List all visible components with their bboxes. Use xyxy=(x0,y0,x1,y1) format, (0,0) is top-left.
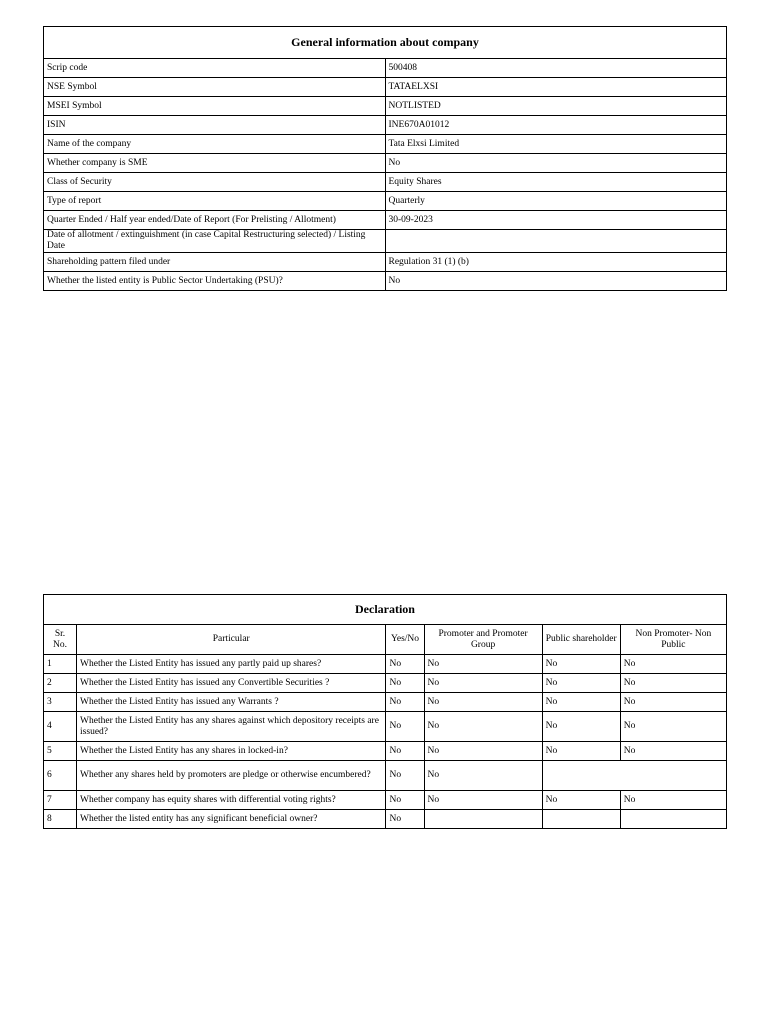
promoter-cell: No xyxy=(424,712,542,742)
info-row-psu xyxy=(44,272,727,291)
non-promoter-cell: No xyxy=(620,655,726,674)
promoter-cell: No xyxy=(424,674,542,693)
yes-no-cell: No xyxy=(386,712,424,742)
non-promoter-cell xyxy=(620,810,726,829)
sr-no-cell: 5 xyxy=(44,742,77,761)
info-label: Type of report xyxy=(44,192,386,211)
header-sr-no: Sr. No. xyxy=(44,625,77,655)
yes-no-cell: No xyxy=(386,655,424,674)
declaration-header-row xyxy=(44,625,727,655)
info-row-scrip-code xyxy=(44,59,727,78)
table-row xyxy=(44,712,727,742)
info-label: MSEI Symbol xyxy=(44,97,386,116)
public-cell: No xyxy=(542,693,620,712)
promoter-cell: No xyxy=(424,693,542,712)
public-cell: No xyxy=(542,674,620,693)
table-row xyxy=(44,761,727,791)
info-row-nse-symbol xyxy=(44,78,727,97)
info-row-msei-symbol xyxy=(44,97,727,116)
info-label: Whether the listed entity is Public Sector Undertaking (PSU)? xyxy=(44,272,386,291)
particular-cell: Whether the listed entity has any significant beneficial owner? xyxy=(77,810,386,829)
yes-no-cell: No xyxy=(386,742,424,761)
header-yes-no: Yes/No xyxy=(386,625,424,655)
yes-no-cell: No xyxy=(386,791,424,810)
particular-cell: Whether the Listed Entity has issued any partly paid up shares? xyxy=(77,655,386,674)
particular-cell: Whether the Listed Entity has any shares in locked-in? xyxy=(77,742,386,761)
table-row xyxy=(44,791,727,810)
info-label: NSE Symbol xyxy=(44,78,386,97)
non-promoter-cell: No xyxy=(620,791,726,810)
non-promoter-cell: No xyxy=(620,674,726,693)
info-value: INE670A01012 xyxy=(385,116,727,135)
particular-cell: Whether any shares held by promoters are pledge or otherwise encumbered? xyxy=(77,761,386,791)
table-row xyxy=(44,674,727,693)
yes-no-cell: No xyxy=(386,761,424,791)
non-promoter-cell: No xyxy=(620,742,726,761)
info-row-shareholding-pattern xyxy=(44,253,727,272)
general-info-table xyxy=(43,26,727,291)
sr-no-cell: 4 xyxy=(44,712,77,742)
info-value: TATAELXSI xyxy=(385,78,727,97)
declaration-title: Declaration xyxy=(44,595,727,625)
info-row-sme xyxy=(44,154,727,173)
info-label: Whether company is SME xyxy=(44,154,386,173)
info-value: Regulation 31 (1) (b) xyxy=(385,253,727,272)
header-non-promoter-non-public: Non Promoter- Non Public xyxy=(620,625,726,655)
promoter-cell: No xyxy=(424,742,542,761)
info-value: Quarterly xyxy=(385,192,727,211)
info-value: 30-09-2023 xyxy=(385,211,727,230)
non-promoter-cell: No xyxy=(620,693,726,712)
sr-no-cell: 7 xyxy=(44,791,77,810)
sr-no-cell: 6 xyxy=(44,761,77,791)
info-row-quarter-ended xyxy=(44,211,727,230)
declaration-table xyxy=(43,594,727,829)
info-label: Quarter Ended / Half year ended/Date of Report (For Prelisting / Allotment) xyxy=(44,211,386,230)
yes-no-cell: No xyxy=(386,693,424,712)
info-value: Tata Elxsi Limited xyxy=(385,135,727,154)
header-promoter-group: Promoter and Promoter Group xyxy=(424,625,542,655)
sr-no-cell: 2 xyxy=(44,674,77,693)
info-label: Name of the company xyxy=(44,135,386,154)
header-particular: Particular xyxy=(77,625,386,655)
table-row xyxy=(44,810,727,829)
particular-cell: Whether the Listed Entity has issued any Warrants ? xyxy=(77,693,386,712)
promoter-cell xyxy=(424,810,542,829)
info-row-isin xyxy=(44,116,727,135)
yes-no-cell: No xyxy=(386,810,424,829)
info-label: Shareholding pattern filed under xyxy=(44,253,386,272)
info-value: No xyxy=(385,272,727,291)
info-value: No xyxy=(385,154,727,173)
info-row-allotment-date xyxy=(44,230,727,253)
public-cell: No xyxy=(542,712,620,742)
sr-no-cell: 8 xyxy=(44,810,77,829)
info-label: Class of Security xyxy=(44,173,386,192)
particular-cell: Whether the Listed Entity has any shares against which depository receipts are issued? xyxy=(77,712,386,742)
particular-cell: Whether company has equity shares with differential voting rights? xyxy=(77,791,386,810)
public-cell: No xyxy=(542,791,620,810)
promoter-cell: No xyxy=(424,791,542,810)
info-row-report-type xyxy=(44,192,727,211)
general-info-title: General information about company xyxy=(44,27,727,59)
info-row-company-name xyxy=(44,135,727,154)
non-promoter-cell: No xyxy=(620,712,726,742)
info-value: NOTLISTED xyxy=(385,97,727,116)
sr-no-cell: 1 xyxy=(44,655,77,674)
info-label: ISIN xyxy=(44,116,386,135)
public-cell: No xyxy=(542,655,620,674)
promoter-cell: No xyxy=(424,655,542,674)
public-cell: No xyxy=(542,742,620,761)
info-value: 500408 xyxy=(385,59,727,78)
info-value: Equity Shares xyxy=(385,173,727,192)
promoter-cell: No xyxy=(424,761,542,791)
particular-cell: Whether the Listed Entity has issued any Convertible Securities ? xyxy=(77,674,386,693)
public-cell xyxy=(542,810,620,829)
sr-no-cell: 3 xyxy=(44,693,77,712)
yes-no-cell: No xyxy=(386,674,424,693)
info-label: Date of allotment / extinguishment (in case Capital Restructuring selected) / Listing Date xyxy=(44,230,386,253)
info-label: Scrip code xyxy=(44,59,386,78)
info-row-class-of-security xyxy=(44,173,727,192)
header-public-shareholder: Public shareholder xyxy=(542,625,620,655)
table-row xyxy=(44,742,727,761)
table-row xyxy=(44,693,727,712)
merged-empty-cell xyxy=(542,761,726,791)
table-row xyxy=(44,655,727,674)
info-value xyxy=(385,230,727,253)
